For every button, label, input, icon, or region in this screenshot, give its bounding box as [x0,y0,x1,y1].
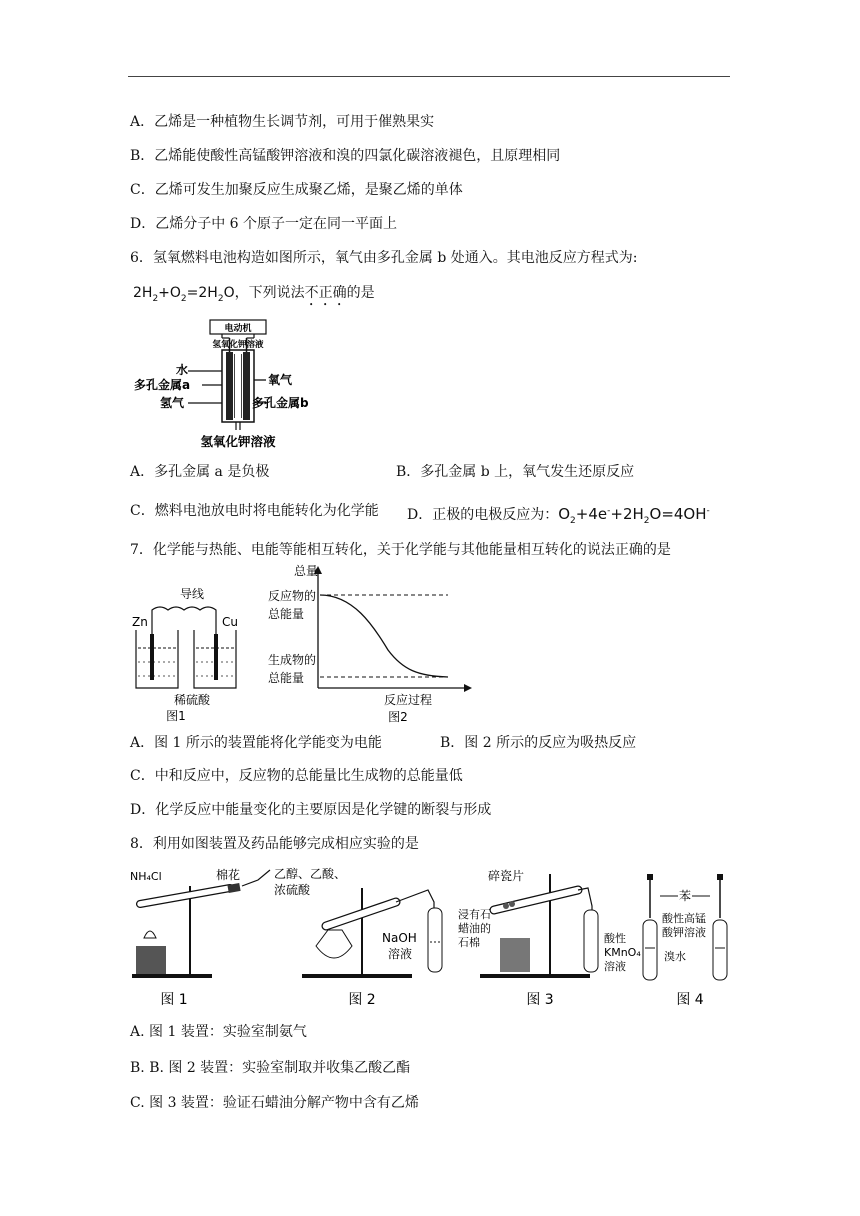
benzene-label: 苯 [678,889,692,903]
wax-label-1: 浸有石 [458,908,491,921]
q6-equation-tail: ，下列说法 [234,285,305,301]
q6-option-c: C．燃料电池放电时将电能转化为化学能 [130,503,379,519]
q8-stem: 8．利用如图装置及药品能够完成相应实验的是 [130,836,419,852]
q7-option-c: C．中和反应中，反应物的总能量比生成物的总能量低 [130,768,463,784]
q6-option-d-line [407,502,710,530]
apparatus-fig4 [643,874,727,1008]
q8-option-c: C. 图 3 装置：验证石蜡油分解产物中含有乙烯 [130,1095,419,1111]
fig1-caption: 图1 [166,709,186,723]
fig2-reagents-2: 浓硫酸 [274,883,311,897]
zn-label: Zn [132,615,148,629]
lab-apparatus-figures [130,866,735,1011]
q6-stem: 6．氢氧燃料电池构造如图所示，氧气由多孔金属 b 处通入。其电池反应方程式为: [130,250,638,266]
q8-option-a: A. 图 1 装置：实验室制氨气 [130,1024,307,1040]
q6-equation: $2H_2+O_2=2H_2O$ [133,285,235,304]
kmno4-label-3: 溶液 [604,960,626,973]
fig4-kmno4-1: 酸性高锰 [662,912,706,925]
q8-option-b: B. B. 图 2 装置：实验室制取并收集乙酸乙酯 [130,1060,411,1076]
fig3-caption: 图 3 [526,992,554,1008]
metal-a-label: 多孔金属a [134,378,191,392]
water-label: 水 [176,363,189,377]
header-rule [128,76,730,77]
energy-curve [320,595,448,677]
electrode-b [243,352,250,420]
beaker-left [136,630,178,688]
cu-label: Cu [222,615,238,629]
cotton-label: 棉花 [216,868,241,882]
naoh-label-1: NaOH [382,931,417,945]
kmno4-label-1: 酸性 [604,932,626,945]
q6-option-d: D．正极的电极反应为： [407,507,559,523]
fig2-caption: 图 2 [348,992,376,1008]
q5-option-b: B．乙烯能使酸性高锰酸钾溶液和溴的四氯化碳溶液褪色，且原理相同 [130,148,561,164]
bromine-label: 溴水 [664,950,686,963]
cu-electrode [214,634,218,680]
reactants-label-2: 总能量 [268,607,305,621]
ylabel: 总量 [294,564,319,578]
nh4cl-label: NH₄Cl [130,870,162,883]
wax-label-2: 蜡油的 [458,922,491,935]
fig2-reagents-1: 乙醇、乙酸、 [274,867,347,881]
xlabel: 反应过程 [383,693,433,707]
fig4-kmno4-2: 酸钾溶液 [662,926,706,939]
lamp-stand-3 [500,938,530,972]
q6-stem-end: 的是 [346,285,375,301]
galvanic-cell-figure [130,580,255,725]
kmno4-label-2: KMnO₄ [604,946,641,959]
wire-label: 导线 [179,587,205,601]
zn-electrode [150,634,154,680]
products-label-1: 生成物的 [268,653,317,667]
q6-option-b: B．多孔金属 b 上，氧气发生还原反应 [396,464,635,480]
chips-label: 碎瓷片 [488,869,525,883]
oxygen-label: 氧气 [268,373,293,387]
q6-emphasis: 不正确 [304,285,347,301]
q5-option-a: A．乙烯是一种植物生长调节剂，可用于催熟果实 [130,114,435,130]
fig1-caption: 图 1 [160,992,188,1008]
lamp-stand-1 [136,946,166,974]
q6-option-d-equation: $O_2+4e^-+2H_2O=4OH^-$ [558,505,710,526]
fig2-caption: 图2 [388,710,408,724]
q5-option-d: D．乙烯分子中 6 个原子一定在同一平面上 [130,216,398,232]
wax-label-3: 石棉 [458,936,480,949]
q7-option-d: D．化学反应中能量变化的主要原因是化学键的断裂与形成 [130,802,492,818]
apparatus-fig2 [274,866,442,1008]
q5-option-c: C．乙烯可发生加聚反应生成聚乙烯，是聚乙烯的单体 [130,182,463,198]
electrolyte-bottom-label: 氢氧化钾溶液 [200,434,276,449]
electrolyte-top-label: 氢氧化钾溶液 [212,340,264,350]
apparatus-fig3 [458,868,641,1008]
hydrogen-label: 氢气 [160,396,185,410]
acid-label: 稀硫酸 [173,693,211,707]
reactants-label-1: 反应物的 [268,589,317,603]
metal-b-label: 多孔金属b [252,396,309,410]
q7-option-b: B．图 2 所示的反应为吸热反应 [440,735,637,751]
q7-stem: 7．化学能与热能、电能等能相互转化，关于化学能与其他能量相互转化的说法正确的是 [130,542,671,558]
products-label-2: 总能量 [268,671,305,685]
fig4-caption: 图 4 [676,992,704,1008]
naoh-label-2: 溶液 [388,947,413,961]
q6-option-a: A．多孔金属 a 是负极 [130,464,270,480]
apparatus-fig1 [130,867,270,1008]
energy-diagram-figure [258,560,478,725]
q6-equation-line [133,284,375,309]
fuel-cell-diagram [130,316,340,458]
q7-option-a: A．图 1 所示的装置能将化学能变为电能 [130,735,382,751]
motor-label: 电动机 [224,324,252,334]
electrode-a [226,352,233,420]
